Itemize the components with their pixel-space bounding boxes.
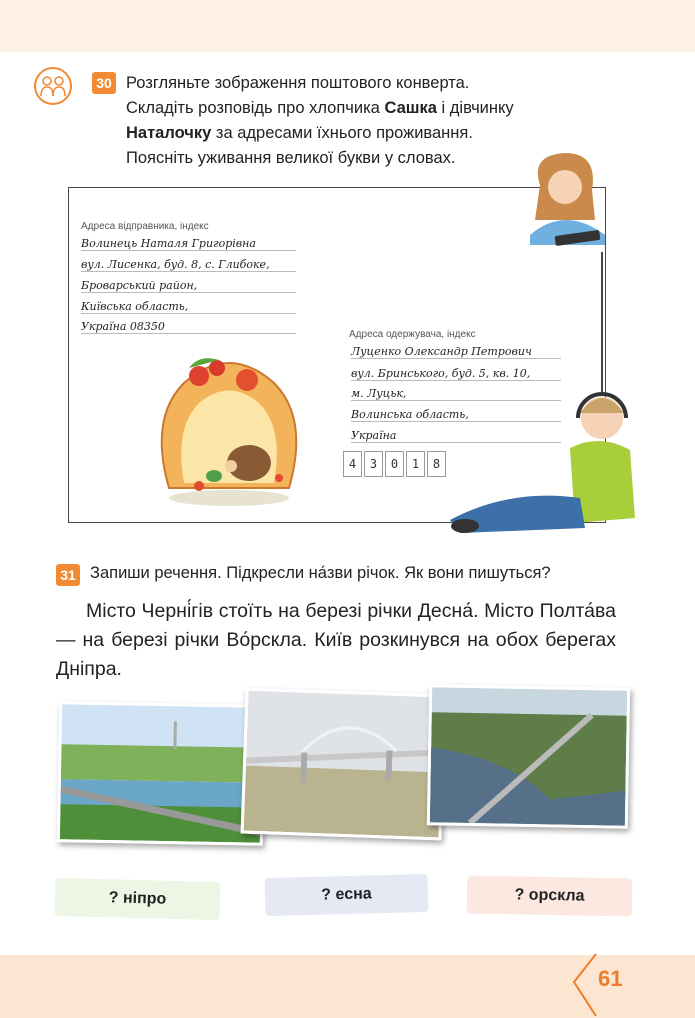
pair-work-icon [33,66,73,106]
exercise-30-badge: 30 [92,72,116,94]
index-digit: 3 [364,451,383,477]
girl-with-tablet-illustration [520,145,610,250]
recipient-line-1: Луценко Олександр Петрович [351,345,561,359]
bridge-over-river-photo [241,688,447,841]
river-card-vorskla: ? орскла [467,876,633,917]
boy-with-headphones-illustration [450,388,650,538]
sender-line-1: Волинець Наталя Григорівна [81,237,296,251]
sender-line-4: Київська область, [81,300,296,314]
sender-line-5: Україна 08350 [81,320,296,334]
index-digit: 8 [427,451,446,477]
sender-line-3: Броварський район, [81,279,296,293]
ex30-line-1: Розгляньте зображення поштового конверта. [126,74,470,92]
recipient-line-5: Україна [351,429,561,443]
ex30-line-2: Складіть розповідь про хлопчика Сашка і дівчинку [126,99,514,117]
river-card-dnipro: ? ніпро [55,878,221,920]
river-card-desna: ? есна [265,874,429,916]
ex30-line-4: Поясніть уживання великої букви у словах. [126,149,456,167]
kyiv-dnipro-photo [57,701,265,846]
recipient-line-4: Волинська область, [351,408,561,422]
stamp-illustration [129,338,329,508]
recipient-heading: Адреса одержувача, індекс [349,329,476,340]
sender-line-2: вул. Лисенка, буд. 8, с. Глибоке, [81,258,296,272]
ex30-line-3: Наталочку за адресами їхнього проживання. [126,124,473,142]
postal-index [343,451,446,477]
envelope-edge-line [601,252,603,392]
index-digit: 4 [343,451,362,477]
exercise-31-badge: 31 [56,564,80,586]
exercise-31-passage: Місто Черні́гів стоїть на березі річки Десна́. Місто Полта́ва — на березі річки Во́рскла. Київ розкинувся на обох берегах Дніпра. [56,600,616,680]
top-band [0,0,695,52]
exercise-31-task: Запиши речення. Підкресли на́зви річок. Як вони пишуться? [90,564,551,582]
page-number: 61 [598,966,623,991]
index-digit: 0 [385,451,404,477]
recipient-line-2: вул. Бринського, буд. 5, кв. 10, [351,367,561,381]
recipient-line-3: м. Луцьк, [351,387,561,401]
index-digit: 1 [406,451,425,477]
aerial-river-bridge-photo [427,684,630,828]
sender-heading: Адреса відправника, індекс [81,221,209,232]
